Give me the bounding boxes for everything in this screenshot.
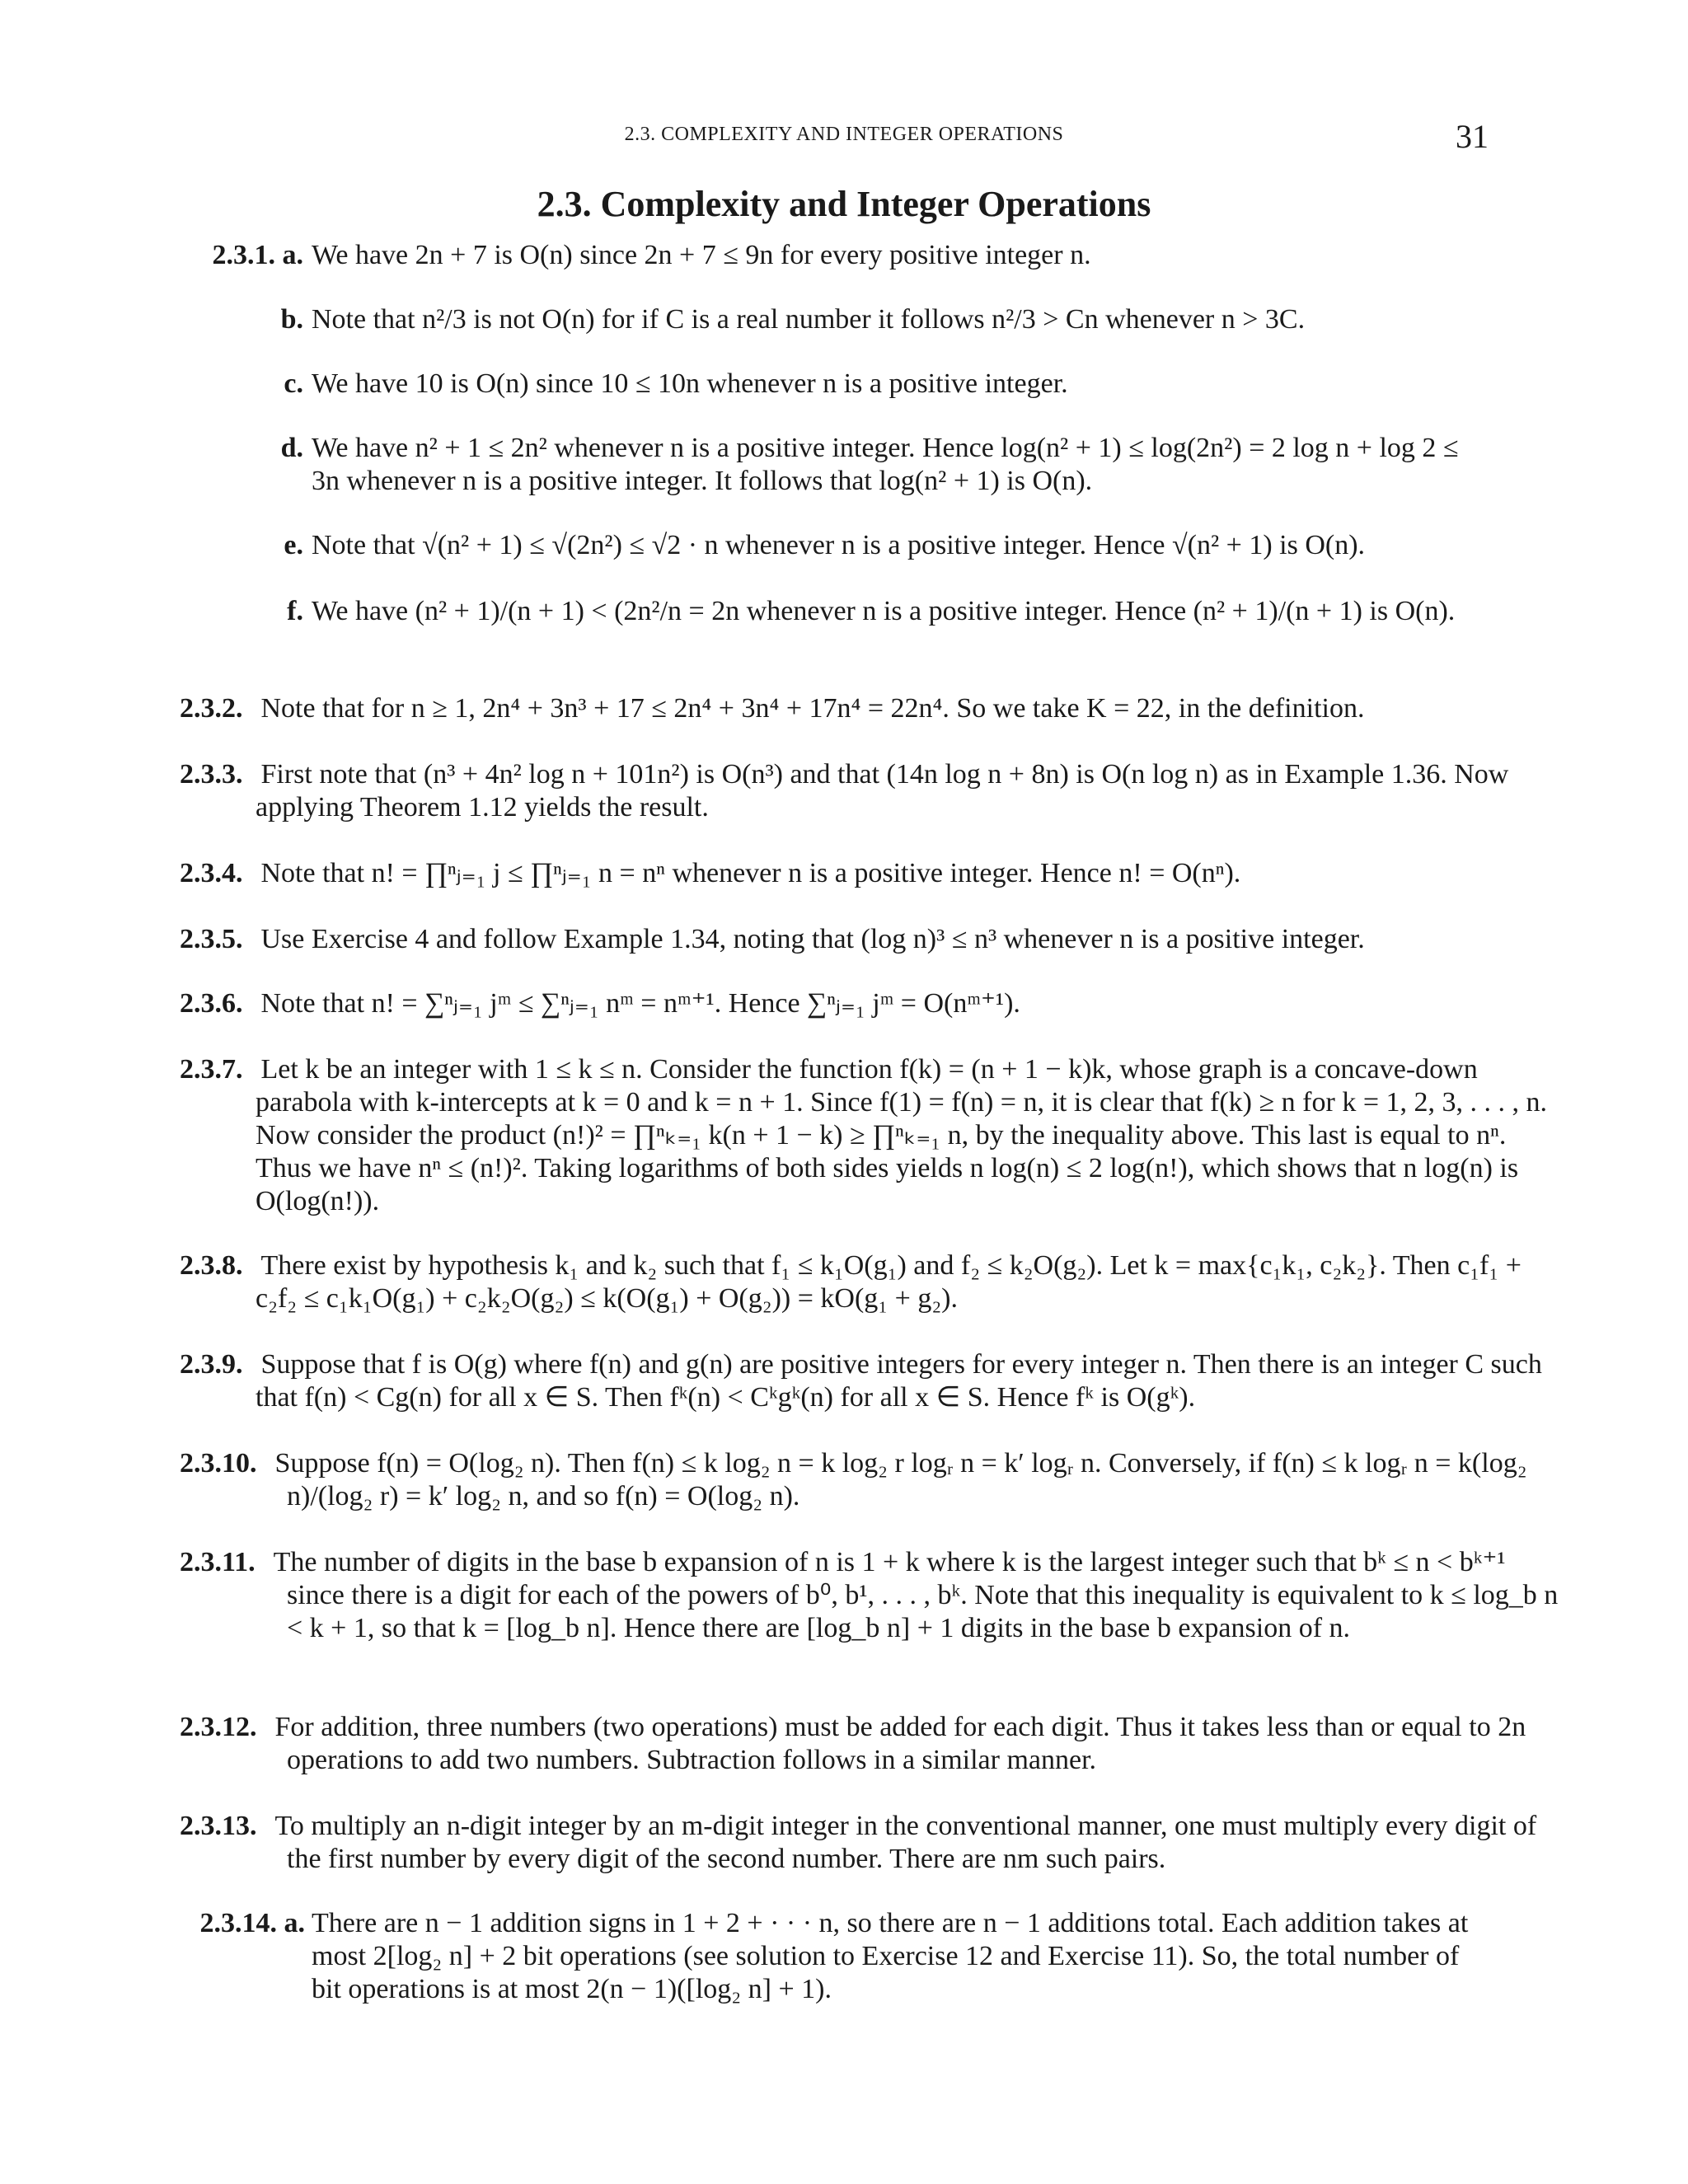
exercise-number: 2.3.1. a. [212,240,303,270]
exercise-2-3-5 [180,923,1566,956]
exercise-2-3-1-a [180,239,1490,272]
exercise-number: d. [280,433,303,463]
exercise-text: To multiply an n-digit integer by an m-digit integer in the conventional manner, one must multiply every digit of the first number by every digit of the second number. There are nm such pairs. [274,1811,1537,1874]
exercise-text: Suppose f(n) = O(log₂ n). Then f(n) ≤ k log₂ n = k log₂ r logᵣ n = k′ logᵣ n. Conversely, if f(n) ≤ k logᵣ n = k(log₂ n)/(log₂ r) = k′ log₂ n, and so f(n) = O(log₂ n). [274,1448,1527,1511]
exercise-text: Note that n! = ∑ⁿⱼ₌₁ jᵐ ≤ ∑ⁿⱼ₌₁ nᵐ = nᵐ⁺¹. Hence ∑ⁿⱼ₌₁ jᵐ = O(nᵐ⁺¹). [260,988,1020,1019]
exercise-number: 2.3.4. [180,858,243,888]
page-number: 31 [1456,118,1489,155]
exercise-number: 2.3.10. [180,1448,257,1479]
exercise-text: Use Exercise 4 and follow Example 1.34, noting that (log n)³ ≤ n³ whenever n is a positive integer. [260,924,1365,954]
exercise-number: 2.3.7. [180,1054,243,1085]
exercise-text: For addition, three numbers (two operations) must be added for each digit. Thus it takes less than or equal to 2n operations to add two numbers. Subtraction follows in a similar manner. [274,1712,1526,1775]
exercise-number: 2.3.6. [180,988,243,1019]
exercise-text: There exist by hypothesis k₁ and k₂ such that f₁ ≤ k₁O(g₁) and f₂ ≤ k₂O(g₂). Let k = max{c₁k₁, c₂k₂}. Then c₁f₁ + c₂f₂ ≤ c₁k₁O(g₁) + c₂k₂O(g₂) ≤ k(O(g₁) + O(g₂)) = kO(g₁ + g₂). [256,1250,1522,1314]
section-title: 2.3. Complexity and Integer Operations [537,184,1151,224]
exercise-number: f. [287,596,303,626]
exercise-number: e. [284,530,303,560]
exercise-number: 2.3.14. a. [199,1908,305,1938]
exercise-2-3-11 [180,1546,1566,1645]
exercise-2-3-1-b [180,303,1490,336]
exercise-2-3-1-d [180,432,1490,498]
exercise-number: 2.3.11. [180,1547,256,1577]
exercise-2-3-14-a [148,1907,1490,2006]
exercise-number: c. [284,368,303,399]
exercise-2-3-13 [180,1810,1566,1876]
exercise-text: There are n − 1 addition signs in 1 + 2 + · · · n, so there are n − 1 additions total. Each addition takes at most 2[log₂ n] + 2 bit operations (see solution to Exercise 12 and Exercise 11). So, the total number of bit operations is at most 2(n − 1)([log₂ n] + 1). [312,1908,1469,2004]
exercise-2-3-8 [180,1249,1566,1315]
exercise-text: We have 2n + 7 is O(n) since 2n + 7 ≤ 9n for every positive integer n. [312,240,1091,270]
running-head: 2.3. COMPLEXITY AND INTEGER OPERATIONS [624,124,1064,145]
exercise-2-3-2 [180,692,1566,725]
exercise-2-3-1-e [180,529,1490,562]
exercise-text: We have (n² + 1)/(n + 1) < (2n²/n = 2n whenever n is a positive integer. Hence (n² + 1)/(n + 1) is O(n). [312,596,1456,626]
exercise-text: Note that √(n² + 1) ≤ √(2n²) ≤ √2 · n whenever n is a positive integer. Hence √(n² + 1) is O(n). [312,530,1366,560]
exercise-2-3-12 [180,1711,1566,1777]
exercise-number: 2.3.3. [180,759,243,790]
exercise-2-3-4 [180,857,1566,890]
exercise-2-3-1-f [180,595,1490,628]
exercise-text: First note that (n³ + 4n² log n + 101n²) is O(n³) and that (14n log n + 8n) is O(n log n) as in Example 1.36. Now applying Theorem 1.12 yields the result. [256,759,1509,823]
exercise-text: Note that n! = ∏ⁿⱼ₌₁ j ≤ ∏ⁿⱼ₌₁ n = nⁿ whenever n is a positive integer. Hence n! = O(nⁿ). [260,858,1241,888]
exercise-2-3-1-c [180,368,1490,401]
exercise-number: 2.3.9. [180,1349,243,1380]
exercise-number: 2.3.5. [180,924,243,954]
exercise-number: 2.3.12. [180,1712,257,1742]
exercise-number: b. [280,304,303,335]
exercise-text: Note that n²/3 is not O(n) for if C is a real number it follows n²/3 > Cn whenever n > 3C. [312,304,1306,335]
exercise-text: Let k be an integer with 1 ≤ k ≤ n. Consider the function f(k) = (n + 1 − k)k, whose graph is a concave-down parabola with k-intercepts at k = 0 and k = n + 1. Since f(1) = f(n) = n, it is clear that f(k) ≥ n for k = 1, 2, 3, . . . , n. Now consider the product (n!)² = ∏ⁿₖ₌₁ k(n + 1 − k) ≥ ∏ⁿₖ₌₁ n, by the inequality above. This last is equal to nⁿ. Thus we have nⁿ ≤ (n!)². Taking logarithms of both sides yields n log(n) ≤ 2 log(n!), which shows that n log(n) is O(log(n!)). [256,1054,1547,1216]
exercise-2-3-6 [180,987,1566,1020]
exercise-text: The number of digits in the base b expansion of n is 1 + k where k is the largest integer such that bᵏ ≤ n < bᵏ⁺¹ since there is a digit for each of the powers of b⁰, b¹, . . . , bᵏ. Note that this inequality is equivalent to k ≤ log_b n < k + 1, so that k = [log_b n]. Hence there are [log_b n] + 1 digits in the base b expansion of n. [273,1547,1559,1643]
exercise-2-3-7 [180,1053,1566,1218]
exercise-number: 2.3.2. [180,693,243,724]
exercise-2-3-3 [180,758,1566,824]
exercise-2-3-10 [180,1447,1566,1513]
exercise-text: Note that for n ≥ 1, 2n⁴ + 3n³ + 17 ≤ 2n⁴ + 3n⁴ + 17n⁴ = 22n⁴. So we take K = 22, in the definition. [260,693,1365,724]
exercise-2-3-9 [180,1348,1566,1414]
exercise-text: Suppose that f is O(g) where f(n) and g(n) are positive integers for every integer n. Then there is an integer C such that f(n) < Cg(n) for all x ∈ S. Then fᵏ(n) < Cᵏgᵏ(n) for all x ∈ S. Hence fᵏ is O(gᵏ). [256,1349,1542,1413]
exercise-number: 2.3.8. [180,1250,243,1281]
exercise-number: 2.3.13. [180,1811,257,1841]
exercise-text: We have 10 is O(n) since 10 ≤ 10n whenever n is a positive integer. [312,368,1068,399]
exercise-text: We have n² + 1 ≤ 2n² whenever n is a positive integer. Hence log(n² + 1) ≤ log(2n²) = 2 log n + log 2 ≤ 3n whenever n is a positive integer. It follows that log(n² + 1) is O(n). [312,433,1459,496]
